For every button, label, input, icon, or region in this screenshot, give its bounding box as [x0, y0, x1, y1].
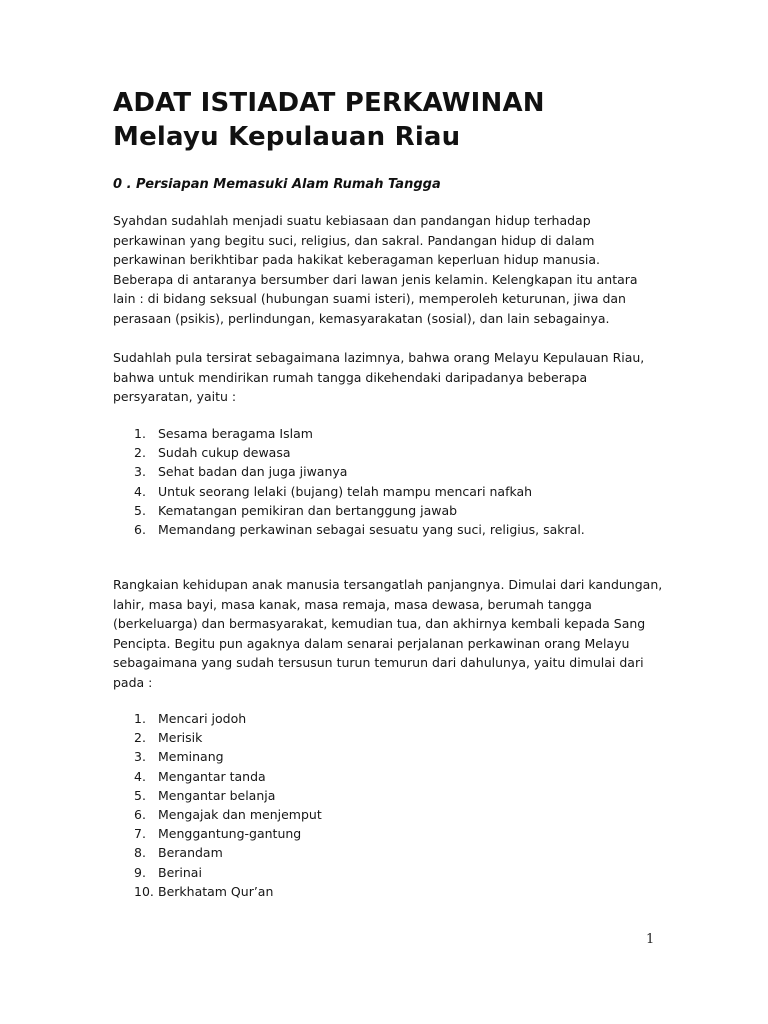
list-text: Berkhatam Qur’an — [158, 883, 274, 899]
list-text: Merisik — [158, 730, 203, 746]
list-text: Berinai — [158, 864, 202, 880]
marriage-stages-list — [113, 709, 322, 901]
paragraph-2 — [113, 348, 644, 407]
paragraph-line: perkawinan berikhtibar pada hakikat keberagaman keperluan hidup manusia. — [113, 252, 600, 267]
list-number: 6. — [134, 522, 146, 538]
list-text: Untuk seorang lelaki (bujang) telah mampu mencari nafkah — [158, 483, 533, 499]
list-item — [113, 501, 585, 520]
list-text: Kematangan pemikiran dan bertanggung jawab — [158, 502, 458, 518]
list-item — [113, 482, 585, 501]
list-text: Mengajak dan menjemput — [158, 807, 322, 823]
list-item — [113, 824, 322, 843]
list-number: 7. — [134, 826, 146, 842]
paragraph-line: (berkeluarga) dan bermasyarakat, kemudian tua, dan akhirnya kembali kepada Sang — [113, 616, 646, 631]
paragraph-3 — [113, 575, 662, 692]
list-number: 3. — [134, 464, 146, 480]
list-number: 1. — [134, 711, 146, 726]
paragraph-1 — [113, 211, 638, 328]
list-text: Mengantar belanja — [158, 787, 276, 803]
list-item — [113, 786, 322, 805]
requirements-list — [113, 424, 585, 539]
list-item — [113, 805, 322, 824]
paragraph-line: perasaan (psikis), perlindungan, kemasyarakatan (sosial), dan lain sebagainya. — [113, 310, 610, 326]
list-item — [113, 843, 322, 862]
title-line-2: Melayu Kepulauan Riau — [113, 122, 461, 152]
list-item — [113, 520, 585, 539]
list-text: Menggantung-gantung — [158, 826, 302, 842]
paragraph-line: sebagaimana yang sudah tersusun turun temurun dari dahulunya, yaitu dimulai dari — [113, 655, 644, 670]
paragraph-line: Syahdan sudahlah menjadi suatu kebiasaan dan pandangan hidup terhadap — [113, 213, 591, 228]
paragraph-line: lahir, masa bayi, masa kanak, masa remaja, masa dewasa, berumah tangga — [113, 596, 592, 612]
list-number: 1. — [134, 426, 146, 441]
list-item — [113, 747, 322, 766]
list-item — [113, 424, 585, 443]
list-text: Sehat badan dan juga jiwanya — [158, 464, 348, 480]
paragraph-line: Sudahlah pula tersirat sebagaimana lazimnya, bahwa orang Melayu Kepulauan Riau, — [113, 350, 645, 365]
paragraph-line: pada : — [113, 674, 153, 690]
list-item — [113, 863, 322, 882]
list-number: 4. — [134, 483, 146, 499]
list-number: 2. — [134, 445, 146, 461]
list-item — [113, 443, 585, 462]
paragraph-line: persyaratan, yaitu : — [113, 389, 237, 404]
list-number: 5. — [134, 502, 146, 518]
list-text: Meminang — [158, 749, 224, 765]
paragraph-line: Beberapa di antaranya bersumber dari lawan jenis kelamin. Kelengkapan itu antara — [113, 271, 638, 287]
title-line-1: ADAT ISTIADAT PERKAWINAN — [113, 88, 545, 118]
list-number: 9. — [134, 864, 146, 880]
list-number: 5. — [134, 787, 146, 803]
list-item — [113, 709, 322, 728]
paragraph-line: lain : di bidang seksual (hubungan suami isteri), memperoleh keturunan, jiwa dan — [113, 291, 626, 306]
list-number: 2. — [134, 730, 146, 746]
list-number: 6. — [134, 807, 146, 823]
paragraph-line: perkawinan yang begitu suci, religius, dan sakral. Pandangan hidup di dalam — [113, 232, 595, 248]
list-text: Memandang perkawinan sebagai sesuatu yang suci, religius, sakral. — [158, 522, 585, 538]
list-item — [113, 728, 322, 747]
list-number: 10. — [134, 883, 154, 899]
page-number: 1 — [646, 932, 655, 947]
list-text: Berandam — [158, 845, 223, 861]
list-text: Sudah cukup dewasa — [158, 445, 291, 461]
list-text: Mengantar tanda — [158, 768, 266, 784]
document-title — [113, 86, 545, 154]
list-number: 3. — [134, 749, 146, 765]
list-number: 8. — [134, 845, 146, 861]
paragraph-line: Pencipta. Begitu pun agaknya dalam senarai perjalanan perkawinan orang Melayu — [113, 635, 630, 651]
paragraph-line: Rangkaian kehidupan anak manusia tersangatlah panjangnya. Dimulai dari kandungan, — [113, 577, 663, 592]
list-item — [113, 767, 322, 786]
list-number: 4. — [134, 768, 146, 784]
list-text: Mencari jodoh — [158, 711, 247, 726]
list-text: Sesama beragama Islam — [158, 426, 313, 441]
list-item — [113, 462, 585, 481]
list-item — [113, 882, 322, 901]
paragraph-line: bahwa untuk mendirikan rumah tangga dikehendaki daripadanya beberapa — [113, 369, 588, 385]
section-heading: 0 . Persiapan Memasuki Alam Rumah Tangga — [113, 177, 441, 192]
